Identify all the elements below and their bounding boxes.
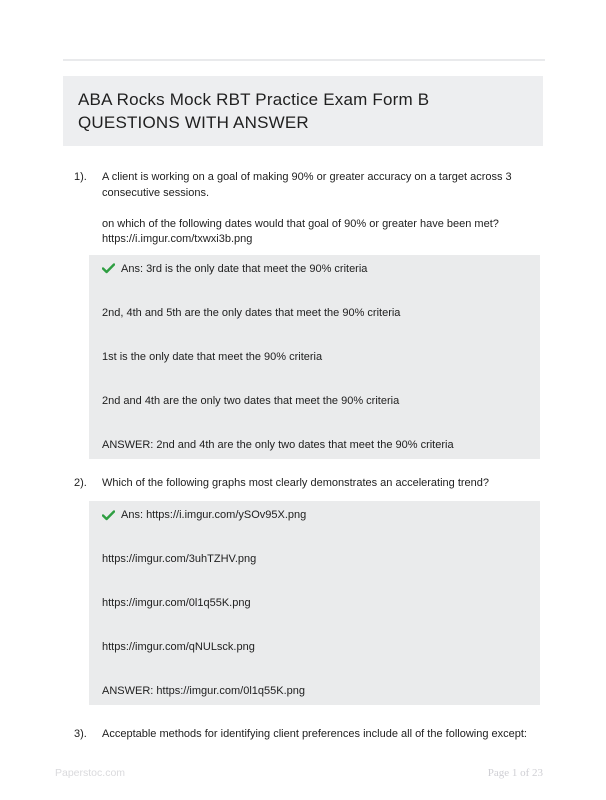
correct-answer-check-icon [102,510,115,521]
answer-option-label: 2nd, 4th and 5th are the only dates that meet the 90% criteria [102,306,401,319]
answer-option [102,595,524,611]
question-1-image-url: https://i.imgur.com/txwxi3b.png [102,233,253,245]
question-2-body [102,476,547,492]
question-3 [74,727,606,743]
question-3-number: 3). [74,728,87,740]
answer-option-label: Ans: https://i.imgur.com/ySOv95X.png [121,509,307,521]
page-footer [55,767,543,779]
answer-option-label: 2nd and 4th are the only two dates that meet the 90% criteria [102,394,400,407]
answer-option-label: https://imgur.com/0l1q55K.png [102,597,251,609]
answer-option [102,683,524,699]
answer-option-label: https://imgur.com/qNULsck.png [102,641,255,653]
question-3-body [102,727,547,743]
answer-option-label: ANSWER: 2nd and 4th are the only two dates that meet the 90% criteria [102,438,454,451]
answer-option [102,261,524,277]
answer-option [102,437,524,453]
answer-option [102,551,524,567]
question-2 [74,476,606,492]
question-3-text: Acceptable methods for identifying client preferences include all of the following except: [102,728,527,740]
answer-option [102,393,524,409]
answer-option [102,349,524,365]
question-1-text: A client is working on a goal of making 90% or greater accuracy on a target across 3 consecutive sessions. [102,171,512,199]
question-1-body [102,170,547,248]
answer-option [102,305,524,321]
question-1-answer-options-box [89,255,540,459]
answer-option-label: Ans: 3rd is the only date that meet the 90% criteria [121,262,368,275]
question-1 [74,170,606,248]
answer-option-label: https://imgur.com/3uhTZHV.png [102,553,257,565]
page-title-line-1: ABA Rocks Mock RBT Practice Exam Form B [78,90,430,109]
answer-option [102,639,524,655]
watermark: Paperstoc.com [55,766,126,779]
page-indicator: Page 1 of 23 [487,766,543,779]
answer-option [102,507,524,523]
question-1-subtext: on which of the following dates would that goal of 90% or greater have been met? [102,217,499,230]
document-page [0,59,606,800]
correct-answer-check-icon [102,263,115,274]
top-divider [63,59,545,61]
question-2-number: 2). [74,476,87,489]
question-2-text: Which of the following graphs most clearly demonstrates an accelerating trend? [102,476,490,489]
answer-option-label: ANSWER: https://imgur.com/0l1q55K.png [102,685,305,697]
answer-option-label: 1st is the only date that meet the 90% criteria [102,350,323,363]
question-2-answer-options-box [89,501,540,705]
document-title-box [63,76,543,146]
page-title-line-2: QUESTIONS WITH ANSWER [78,113,309,132]
question-1-number: 1). [74,171,87,183]
